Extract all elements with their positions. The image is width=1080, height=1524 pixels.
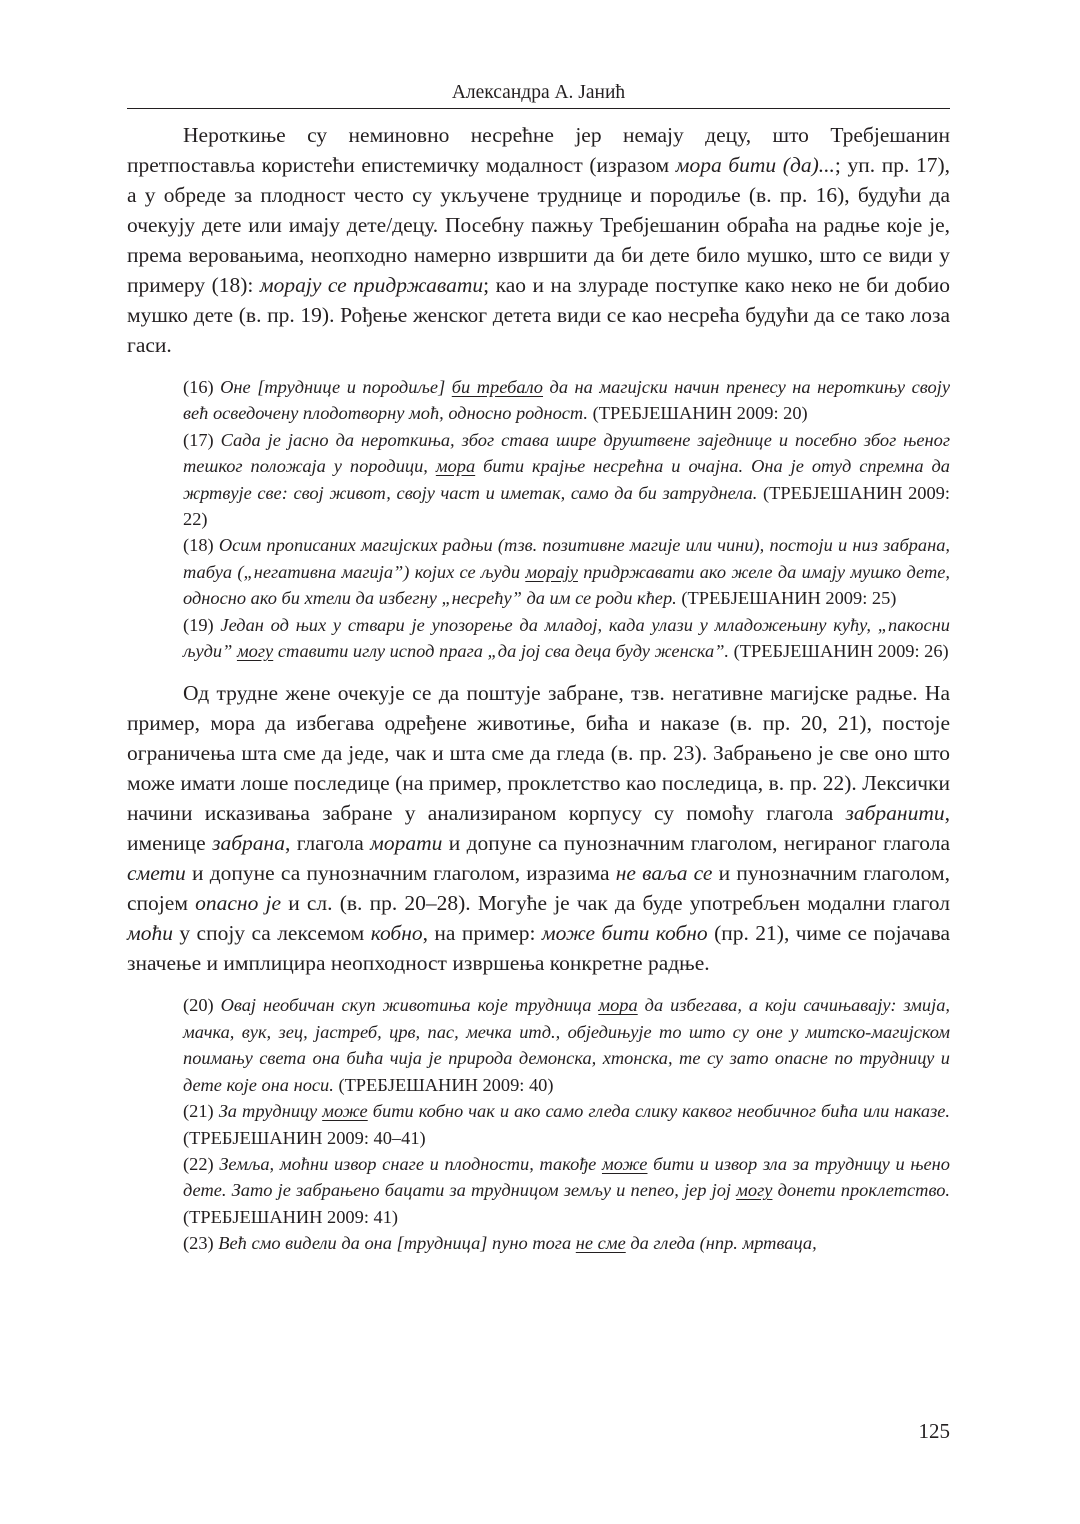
- examples-block-2: [183, 992, 950, 1256]
- example-21: (21) За трудницу може бити кобно чак и ако само гледа слику каквог необичног бића или наказе. (ТРЕБЈЕШАНИН 2009: 40–41): [183, 1101, 950, 1148]
- example-19: (19) Један од њих у ствари је упозорење да младој, када улази у младожењину кућу, „пакосни људи” могу ставити иглу испод прага „да јој сва деца буду женска”. (ТРЕБЈЕШАНИН 2009: 26): [183, 614, 950, 662]
- page-number: 125: [918, 1419, 950, 1443]
- example-22: (22) Земља, моћни извор снаге и плодности, такође може бити и извор зла за трудницу и њено дете. Зато је забрањено бацати за трудницом земљу и пепео, јер јој могу донети проклетство. (ТРЕБЈЕШАНИН 2009: 41): [183, 1153, 950, 1227]
- example-17: (17) Сада је јасно да нероткиња, због става шире друштвене заједнице и посебно због њеног тешког положаја у породици, мора бити крајње несрећна и очајна. Она је отуд спремна да жртвује све: свој живот, своју част и иметак, само да би затруднела. (ТРЕБЈЕШАНИН 2009: 22): [183, 429, 950, 530]
- example-18: (18) Осим прописаних магијских радњи (тзв. позитивне магије или чини), постоји и низ забрана, табуа („негативна магија”) којих се људи морају придржавати ако желе да имају мушко дете, односно ако би хтели да избегну „несрећу” да им се роди кћер. (ТРЕБЈЕШАНИН 2009: 25): [183, 535, 950, 609]
- example-16: (16) Оне [труднице и породиље] би требало да на магијски начин пренесу на нероткињу своју већ осведочену плодотворну моћ, односно родност. (ТРЕБЈЕШАНИН 2009: 20): [183, 377, 950, 424]
- example-23: (23) Већ смо видели да она [трудница] пуно тога не сме да гледа (нпр. мртваца,: [183, 1233, 817, 1254]
- example-20: (20) Овај необичан скуп животиња које трудница мора да избегава, а који сачињавају: змија, мачка, вук, зец, јастреб, црв, пас, мечка итд., обједињује то што су оне у митско-магијском поимању света она бића чија је природа демонска, хтонска, те су зато опасне по трудницу и дете које она носи. (ТРЕБЈЕШАНИН 2009: 40): [183, 995, 950, 1095]
- body-paragraph-1: Нероткиње су неминовно несрећне јер немају децу, што Требјешанин претпоставља користећи епистемичку модалност (изразом мора бити (да)...; уп. пр. 17), а у обреде за плодност често су укључене труднице и породиље (в. пр. 16), будући да очекују дете или имају дете/децу. Посебну пажњу Требјешанин обраћа на радње које је, према веровањима, неопходно намерно извршити да би дете било мушко, што се види у примеру (18): морају се придржавати; као и на злураде поступке како неко не би добио мушко дете (в. пр. 19). Рођење женског детета види се као несрећа будући да се тако лоза гаси.: [127, 123, 951, 357]
- page-body: [127, 120, 950, 1271]
- body-paragraph-2: Од трудне жене очекује се да поштује забране, тзв. негативне магијске радње. На пример, мора да избегава одређене животиње, бића и наказе (в. пр. 20, 21), постоје ограничења шта сме да једе, чак и шта сме да гледа (в. пр. 23). Забрањено је све оно што може имати лоше последице (на пример, проклетство као последица, в. пр. 22). Лексички начини исказивања забране у анализираном корпусу су помоћу глагола забранити, именице забрана, глагола морати и допуне са пунозначним глаголом, негираног глагола смети и допуне са пунозначним глаголом, изразима не ваља се и пунозначним глаголом, спојем опасно је и сл. (в. пр. 20–28). Могуће је чак да буде употребљен модални глагол моћи у споју са лексемом кобно, на пример: може бити кобно (пр. 21), чиме се појачава значење и имплицира неопходност извршења конкретне радње.: [127, 681, 951, 976]
- examples-block-1: [183, 374, 950, 664]
- running-head: Александра А. Јанић: [127, 82, 950, 109]
